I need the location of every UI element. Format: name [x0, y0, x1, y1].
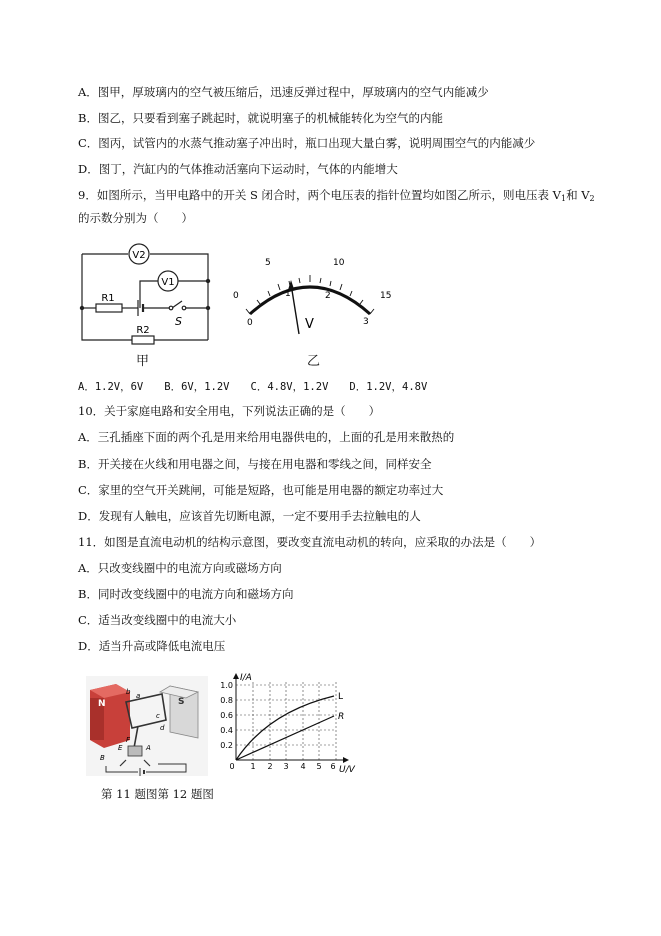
- graph-xlabel: U/V: [339, 765, 355, 775]
- lower-scale-0: 0: [247, 318, 253, 328]
- motor-label-s: S: [178, 697, 185, 707]
- q10-option-d: D．发现有人触电，应该首先切断电源，一定不要用手去拉触电的人: [78, 509, 421, 523]
- v1-label: V1: [161, 277, 175, 288]
- q10-option-a: A．三孔插座下面的两个孔是用来给用电器供电的，上面的孔是用来散热的: [78, 430, 455, 444]
- y-tick-0-2: 0.2: [220, 741, 233, 750]
- x-tick-1: 1: [250, 762, 256, 771]
- dc-motor-figure: [86, 676, 208, 776]
- q11-stem: 11．如图是直流电动机的结构示意图，要改变直流电动机的转向，应采取的办法是（ ）: [78, 535, 542, 549]
- y-tick-1-0: 1.0: [220, 681, 233, 690]
- x-tick-3: 3: [283, 762, 289, 771]
- y-tick-0-6: 0.6: [220, 711, 233, 720]
- motor-label-c: c: [156, 712, 160, 720]
- q11-option-b: B．同时改变线圈中的电流方向和磁场方向: [78, 587, 294, 601]
- r2-label: R2: [136, 325, 150, 336]
- x-tick-2: 2: [267, 762, 273, 771]
- upper-scale-0: 0: [233, 291, 239, 301]
- lower-scale-3: 3: [363, 317, 369, 327]
- meter-unit: V: [305, 317, 314, 332]
- motor-label-d: d: [160, 724, 165, 732]
- x-tick-6: 6: [330, 762, 336, 771]
- q11-option-c: C．适当改变线圈中的电流大小: [78, 613, 237, 627]
- y-tick-0-8: 0.8: [220, 696, 233, 705]
- figure-caption: 第 11 题图第 12 题图: [101, 787, 214, 801]
- q10-option-c: C．家里的空气开关跳闸，可能是短路，也可能是用电器的额定功率过大: [78, 483, 444, 497]
- line-l-label: L: [338, 692, 344, 702]
- upper-scale-5: 5: [265, 258, 271, 268]
- lower-scale-2: 2: [325, 291, 331, 301]
- q8-option-b: B．图乙，只要看到塞子跳起时，就说明塞子的机械能转化为空气的内能: [78, 111, 443, 125]
- motor-label-n: N: [98, 699, 106, 709]
- q8-option-a: A．图甲，厚玻璃内的空气被压缩后，迅速反弹过程中，厚玻璃内的空气内能减少: [78, 85, 489, 99]
- y-tick-0-4: 0.4: [220, 726, 233, 735]
- q11-option-a: A．只改变线圈中的电流方向或磁场方向: [78, 561, 282, 575]
- motor-label-capital-b: B: [100, 754, 105, 762]
- motor-label-capital-a: A: [146, 744, 151, 752]
- graph-ylabel: I/A: [240, 673, 252, 683]
- q8-option-d: D．图丁，汽缸内的气体推动活塞向下运动时，气体的内能增大: [78, 162, 398, 176]
- q9-options: A．1.2V，6V B．6V，1.2V C．4.8V，1.2V D．1.2V，4.8V: [78, 381, 428, 393]
- q8-option-c: C．图丙，试管内的水蒸气推动塞子冲出时，瓶口出现大量白雾，说明周围空气的内能减少: [78, 136, 536, 150]
- circuit-caption: 甲: [136, 354, 150, 369]
- r1-label: R1: [101, 293, 115, 304]
- line-r-label: R: [338, 712, 345, 722]
- q9-stem: 9．如图所示，当甲电路中的开关 S 闭合时，两个电压表的指针位置均如图乙所示，则电压表 $V_1$和 $V_2$: [78, 188, 595, 203]
- x-tick-0: 0: [229, 762, 235, 771]
- switch-label: S: [175, 315, 182, 328]
- q9-stem-line2: 的示数分别为（ ）: [78, 211, 193, 225]
- upper-scale-15: 15: [380, 291, 392, 301]
- upper-scale-10: 10: [333, 258, 345, 268]
- meter-caption: 乙: [307, 354, 321, 369]
- motor-label-f: F: [126, 736, 131, 744]
- motor-label-e: E: [118, 744, 123, 752]
- q11-option-d: D．适当升高或降低电流电压: [78, 639, 226, 653]
- lower-scale-1: 1: [285, 289, 291, 299]
- x-tick-5: 5: [316, 762, 322, 771]
- q10-stem: 10．关于家庭电路和安全用电，下列说法正确的是（ ）: [78, 404, 381, 418]
- motor-label-a: a: [136, 692, 141, 700]
- circuit-diagram: [78, 240, 218, 345]
- x-tick-4: 4: [300, 762, 306, 771]
- iu-graph: [218, 672, 363, 778]
- v2-label: V2: [132, 250, 146, 261]
- q10-option-b: B．开关接在火线和用电器之间，与接在用电器和零线之间，同样安全: [78, 457, 432, 471]
- motor-label-b: b: [126, 688, 131, 696]
- voltmeter-dial: [225, 252, 395, 342]
